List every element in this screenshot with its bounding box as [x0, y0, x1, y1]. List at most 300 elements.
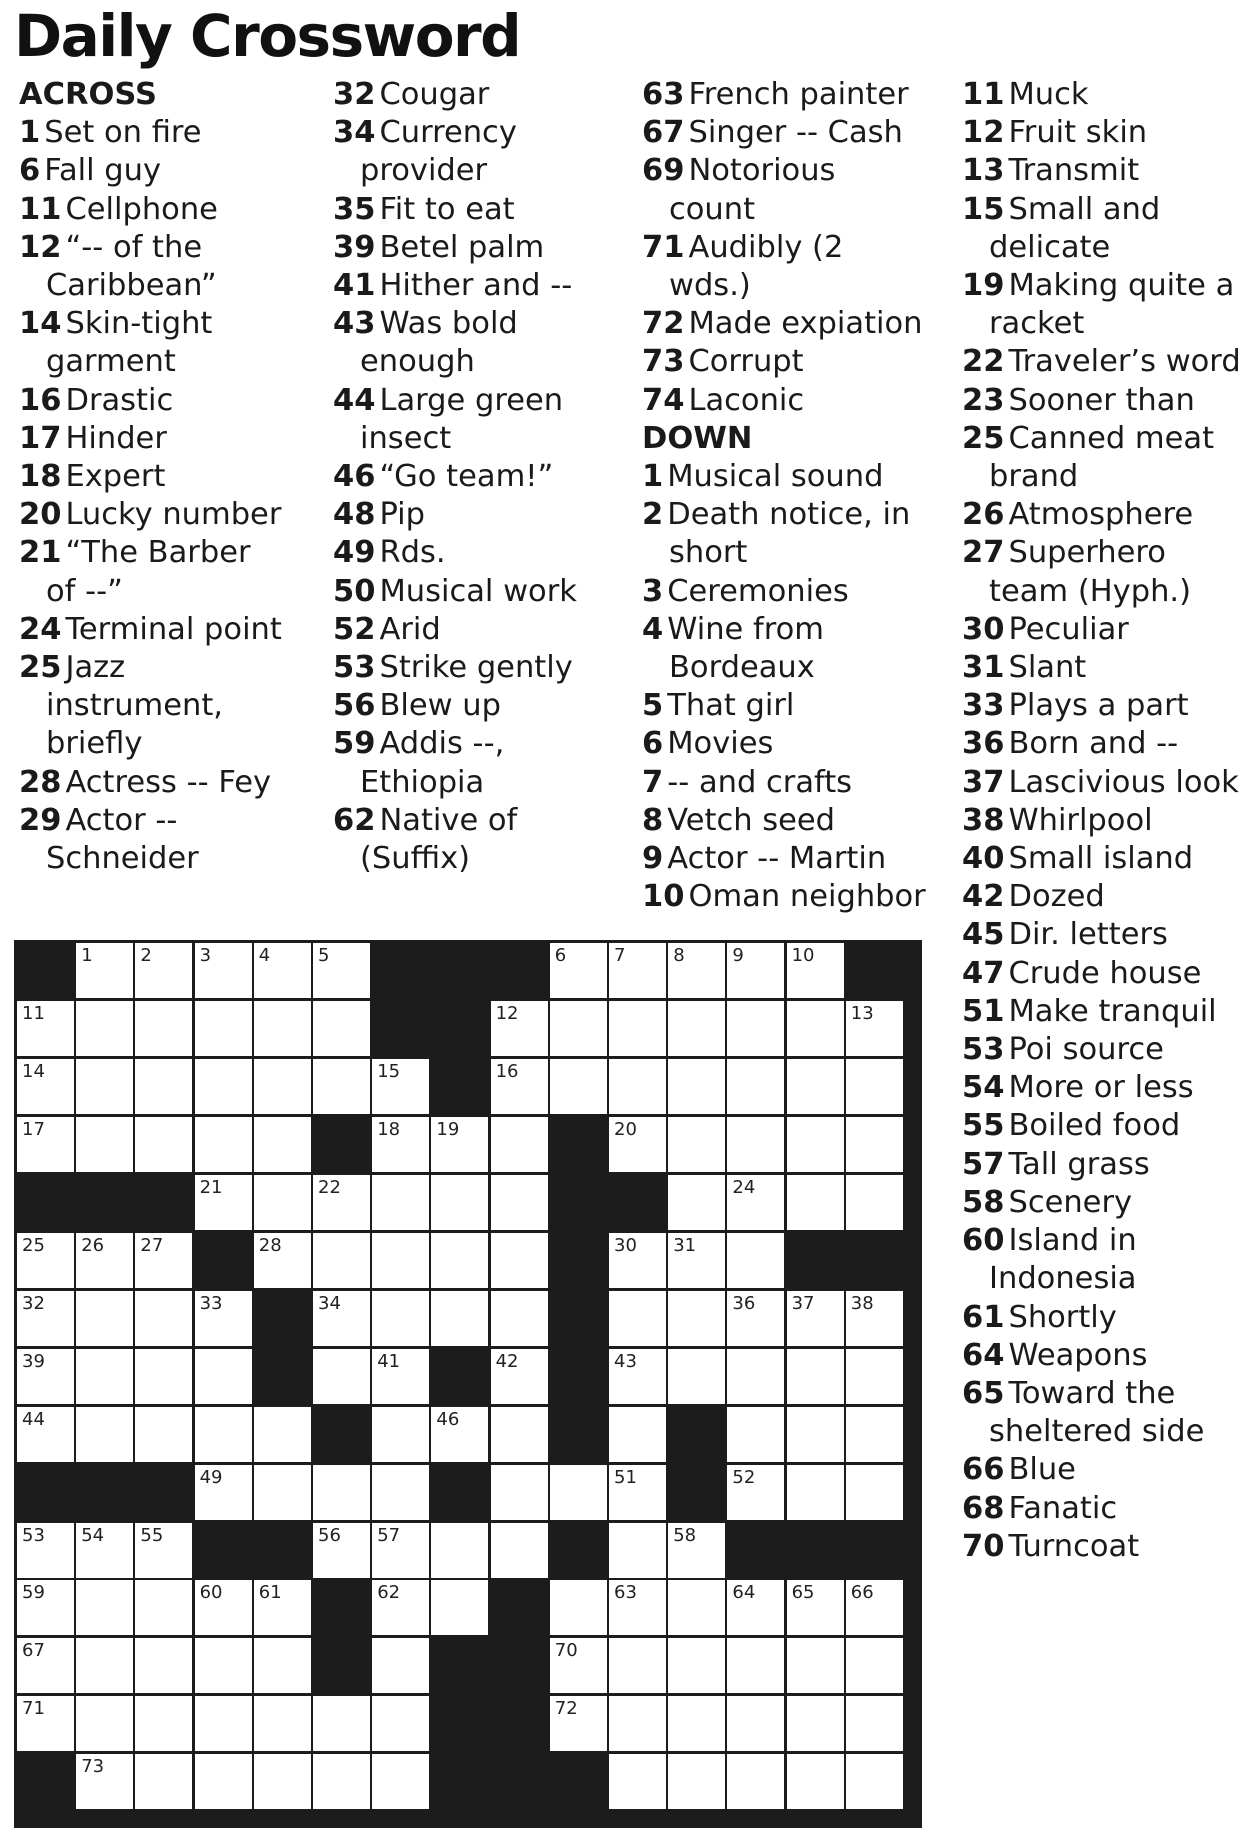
grid-cell[interactable] [17, 1407, 74, 1462]
grid-cell[interactable] [727, 1696, 784, 1751]
clue-item [962, 1107, 1244, 1145]
clue-number: 24 [19, 611, 62, 647]
cell-number: 32 [22, 1292, 45, 1314]
black-square [846, 1523, 903, 1578]
clue-number: 71 [642, 229, 685, 265]
grid-cell[interactable] [135, 943, 192, 998]
grid-cell[interactable] [491, 1465, 548, 1520]
grid-cell[interactable] [727, 943, 784, 998]
grid-cell[interactable] [609, 1233, 666, 1288]
clue-text: Scenery [1008, 1184, 1133, 1220]
grid-cell[interactable] [550, 1638, 607, 1693]
black-square [727, 1523, 784, 1578]
cell-number: 46 [436, 1408, 460, 1430]
grid-cell[interactable] [787, 943, 844, 998]
grid-cell[interactable] [491, 1291, 548, 1346]
grid-cell[interactable] [195, 1059, 252, 1114]
clue-text: Canned meat brand [989, 420, 1215, 495]
grid-cell[interactable] [372, 1059, 429, 1114]
grid-cell[interactable] [372, 1175, 429, 1230]
grid-cell[interactable] [372, 1754, 429, 1809]
grid-cell[interactable] [76, 1233, 133, 1288]
clue-item [642, 878, 927, 916]
grid-cell[interactable] [195, 1349, 252, 1404]
black-square [313, 1407, 370, 1462]
grid-cell[interactable] [135, 1638, 192, 1693]
clue-number: 49 [333, 535, 376, 571]
grid-cell[interactable] [668, 1754, 725, 1809]
clue-number: 68 [962, 1490, 1005, 1526]
cell-number: 36 [732, 1292, 756, 1314]
grid-cell[interactable] [195, 1001, 252, 1056]
grid-cell[interactable] [76, 1117, 133, 1172]
grid-cell[interactable] [195, 1117, 252, 1172]
black-square [491, 943, 548, 998]
clue-number: 8 [642, 802, 664, 838]
grid-cell[interactable] [76, 943, 133, 998]
cell-number: 8 [673, 945, 685, 966]
grid-cell[interactable] [609, 1407, 666, 1462]
clue-text: Superhero team (Hyph.) [989, 535, 1191, 609]
grid-cell[interactable] [846, 1349, 903, 1404]
clue-number: 12 [19, 229, 62, 265]
grid-cell[interactable] [787, 1754, 844, 1809]
clue-text: Traveler’s word [1008, 344, 1241, 380]
grid-cell[interactable] [76, 1754, 133, 1809]
grid-cell[interactable] [727, 1754, 784, 1809]
grid-cell[interactable] [609, 1465, 666, 1520]
grid-cell[interactable] [17, 1291, 74, 1346]
clue-number: 66 [962, 1452, 1005, 1488]
grid-cell[interactable] [195, 1465, 252, 1520]
black-square [431, 1001, 488, 1056]
clue-item [19, 458, 289, 496]
black-square [550, 1754, 607, 1809]
black-square [550, 1175, 607, 1230]
black-square [254, 1523, 311, 1578]
clue-item [333, 191, 603, 229]
clue-text: Actor -- Martin [667, 841, 887, 877]
grid-cell[interactable] [76, 1291, 133, 1346]
clue-text: Made expiation [688, 306, 923, 342]
grid-cell[interactable] [372, 1407, 429, 1462]
grid-cell[interactable] [195, 1175, 252, 1230]
cell-number: 28 [258, 1234, 282, 1256]
grid-cell[interactable] [787, 1001, 844, 1056]
grid-cell[interactable] [727, 1580, 784, 1635]
grid-cell[interactable] [668, 1291, 725, 1346]
clue-text: Large green insect [360, 382, 564, 456]
grid-cell[interactable] [431, 1175, 488, 1230]
grid-cell[interactable] [668, 1059, 725, 1114]
grid-cell[interactable] [372, 1580, 429, 1635]
grid-cell[interactable] [17, 1696, 74, 1751]
clue-text: Wine from Bordeaux [667, 611, 824, 686]
grid-cell[interactable] [254, 1059, 311, 1114]
grid-cell[interactable] [668, 1523, 725, 1578]
clue-item [962, 840, 1244, 878]
grid-cell[interactable] [254, 1638, 311, 1693]
clue-number: 38 [962, 802, 1005, 838]
grid-cell[interactable] [195, 1696, 252, 1751]
grid-cell[interactable] [727, 1001, 784, 1056]
black-square [431, 1465, 488, 1520]
grid-cell[interactable] [846, 1580, 903, 1635]
grid-cell[interactable] [787, 1580, 844, 1635]
clue-item [642, 725, 927, 763]
grid-cell[interactable] [254, 1117, 311, 1172]
cell-number: 27 [140, 1234, 164, 1256]
grid-cell[interactable] [846, 1117, 903, 1172]
cell-number: 59 [22, 1582, 45, 1604]
grid-cell[interactable] [313, 1059, 370, 1114]
grid-cell[interactable] [254, 1233, 311, 1288]
cell-number: 17 [22, 1118, 45, 1140]
grid-cell[interactable] [76, 1001, 133, 1056]
grid-cell[interactable] [668, 943, 725, 998]
clue-number: 7 [642, 764, 664, 800]
grid-cell[interactable] [727, 1407, 784, 1462]
clue-number: 62 [333, 802, 376, 838]
cell-number: 20 [614, 1118, 637, 1140]
grid-cell[interactable] [76, 1407, 133, 1462]
grid-cell[interactable] [491, 1175, 548, 1230]
clue-text: Notorious count [669, 153, 836, 227]
grid-cell[interactable] [76, 1059, 133, 1114]
grid-cell[interactable] [313, 1349, 370, 1404]
grid-cell[interactable] [76, 1580, 133, 1635]
grid-cell[interactable] [135, 1754, 192, 1809]
grid-cell[interactable] [727, 1059, 784, 1114]
clue-item [962, 1451, 1244, 1489]
clue-number: 23 [962, 382, 1005, 418]
grid-cell[interactable] [846, 1059, 903, 1114]
black-square [491, 1696, 548, 1751]
clue-item [642, 305, 927, 343]
clue-column-4 [962, 76, 1244, 1566]
grid-cell[interactable] [76, 1349, 133, 1404]
grid-cell[interactable] [313, 1696, 370, 1751]
clue-text: Currency provider [360, 115, 517, 189]
clue-text: Muck [1008, 77, 1089, 112]
grid-cell[interactable] [787, 1059, 844, 1114]
cell-number: 54 [81, 1524, 105, 1546]
black-square [372, 1001, 429, 1056]
grid-cell[interactable] [135, 1523, 192, 1578]
grid-cell[interactable] [550, 1059, 607, 1114]
clue-item [642, 76, 927, 114]
grid-cell[interactable] [668, 1175, 725, 1230]
cell-number: 63 [614, 1582, 637, 1604]
grid-cell[interactable] [76, 1696, 133, 1751]
grid-cell[interactable] [431, 1233, 488, 1288]
clue-text: Lascivious look [1008, 764, 1239, 800]
grid-cell[interactable] [135, 1059, 192, 1114]
grid-cell[interactable] [431, 1117, 488, 1172]
clue-number: 53 [333, 650, 376, 686]
grid-cell[interactable] [668, 1580, 725, 1635]
grid-cell[interactable] [609, 1001, 666, 1056]
grid-cell[interactable] [313, 1465, 370, 1520]
grid-cell[interactable] [609, 1638, 666, 1693]
grid-cell[interactable] [550, 943, 607, 998]
grid-cell[interactable] [254, 1696, 311, 1751]
grid-cell[interactable] [727, 1291, 784, 1346]
clue-item [19, 152, 289, 190]
grid-cell[interactable] [76, 1638, 133, 1693]
grid-cell[interactable] [846, 1696, 903, 1751]
grid-cell[interactable] [372, 1349, 429, 1404]
cell-number: 11 [22, 1002, 45, 1024]
clue-number: 14 [19, 306, 62, 342]
grid-cell[interactable] [254, 1465, 311, 1520]
grid-cell[interactable] [195, 1291, 252, 1346]
clue-item [333, 534, 603, 572]
grid-cell[interactable] [195, 943, 252, 998]
grid-cell[interactable] [491, 1001, 548, 1056]
grid-cell[interactable] [668, 1349, 725, 1404]
clue-number: 51 [962, 993, 1005, 1029]
grid-cell[interactable] [787, 1407, 844, 1462]
grid-cell[interactable] [17, 1001, 74, 1056]
grid-cell[interactable] [254, 1580, 311, 1635]
grid-cell[interactable] [195, 1754, 252, 1809]
grid-cell[interactable] [17, 1580, 74, 1635]
clue-number: 73 [642, 344, 685, 380]
grid-cell[interactable] [431, 1523, 488, 1578]
grid-cell[interactable] [254, 1407, 311, 1462]
grid-cell[interactable] [195, 1638, 252, 1693]
grid-cell[interactable] [609, 1696, 666, 1751]
clue-item [333, 496, 603, 534]
grid-cell[interactable] [609, 1059, 666, 1114]
black-square [135, 1465, 192, 1520]
grid-cell[interactable] [846, 1754, 903, 1809]
clue-item [642, 114, 927, 152]
black-square [787, 1523, 844, 1578]
down-heading: DOWN [642, 420, 753, 456]
grid-cell[interactable] [135, 1580, 192, 1635]
grid-cell[interactable] [727, 1175, 784, 1230]
grid-cell[interactable] [431, 1580, 488, 1635]
clue-text: Addis --, Ethiopia [360, 726, 505, 800]
grid-cell[interactable] [668, 1001, 725, 1056]
cell-number: 25 [22, 1234, 45, 1256]
grid-cell[interactable] [195, 1407, 252, 1462]
grid-cell[interactable] [609, 943, 666, 998]
clue-item [962, 687, 1244, 725]
grid-cell[interactable] [846, 1175, 903, 1230]
cell-number: 4 [258, 945, 271, 966]
grid-cell[interactable] [787, 1638, 844, 1693]
grid-cell[interactable] [313, 1175, 370, 1230]
grid-cell[interactable] [372, 1523, 429, 1578]
cell-number: 49 [199, 1466, 223, 1488]
grid-cell[interactable] [254, 1175, 311, 1230]
grid-cell[interactable] [17, 1059, 74, 1114]
grid-cell[interactable] [787, 1175, 844, 1230]
grid-cell[interactable] [550, 1001, 607, 1056]
clue-number: 16 [19, 382, 62, 418]
grid-cell[interactable] [313, 1291, 370, 1346]
grid-cell[interactable] [846, 1001, 903, 1056]
grid-cell[interactable] [609, 1754, 666, 1809]
clue-number: 12 [962, 115, 1005, 151]
grid-cell[interactable] [254, 943, 311, 998]
grid-cell[interactable] [372, 1291, 429, 1346]
grid-cell[interactable] [135, 1291, 192, 1346]
clue-text: -- and crafts [667, 764, 853, 800]
cell-number: 16 [495, 1060, 519, 1082]
clue-item [962, 1031, 1244, 1069]
clue-item [642, 458, 927, 496]
cell-number: 39 [22, 1350, 45, 1372]
cell-number: 51 [614, 1466, 637, 1488]
grid-cell[interactable] [135, 1117, 192, 1172]
grid-cell[interactable] [313, 1523, 370, 1578]
cell-number: 18 [377, 1118, 401, 1140]
grid-cell[interactable] [846, 1465, 903, 1520]
clue-text: Actress -- Fey [65, 764, 272, 800]
clue-item [962, 191, 1244, 267]
grid-cell[interactable] [135, 1696, 192, 1751]
clue-item [333, 114, 603, 190]
grid-cell[interactable] [491, 1349, 548, 1404]
grid-cell[interactable] [313, 943, 370, 998]
grid-cell[interactable] [550, 1465, 607, 1520]
clue-item [333, 458, 603, 496]
grid-cell[interactable] [135, 1233, 192, 1288]
grid-cell[interactable] [372, 1696, 429, 1751]
clue-text: Cougar [379, 77, 490, 112]
grid-cell[interactable] [787, 1696, 844, 1751]
grid-cell[interactable] [17, 1233, 74, 1288]
grid-cell[interactable] [668, 1117, 725, 1172]
cell-number: 56 [318, 1524, 341, 1546]
clue-text: Make tranquil [1008, 993, 1217, 1029]
grid-cell[interactable] [609, 1523, 666, 1578]
grid-cell[interactable] [17, 1349, 74, 1404]
grid-cell[interactable] [609, 1291, 666, 1346]
clue-text: “-- of the Caribbean” [46, 229, 217, 304]
grid-cell[interactable] [491, 1233, 548, 1288]
grid-cell[interactable] [17, 1638, 74, 1693]
grid-cell[interactable] [727, 1117, 784, 1172]
grid-cell[interactable] [668, 1233, 725, 1288]
grid-cell[interactable] [846, 1291, 903, 1346]
grid-cell[interactable] [313, 1233, 370, 1288]
grid-cell[interactable] [17, 1523, 74, 1578]
grid-cell[interactable] [668, 1638, 725, 1693]
clue-number: 63 [642, 77, 685, 112]
grid-cell[interactable] [254, 1754, 311, 1809]
grid-cell[interactable] [668, 1696, 725, 1751]
grid-cell[interactable] [727, 1349, 784, 1404]
cell-number: 44 [22, 1408, 45, 1430]
clue-item [333, 573, 603, 611]
clue-text: Arid [379, 611, 441, 647]
clue-item [642, 840, 927, 878]
grid-cell[interactable] [135, 1001, 192, 1056]
clue-text: Hither and -- [379, 268, 573, 304]
grid-cell[interactable] [846, 1407, 903, 1462]
grid-cell[interactable] [727, 1465, 784, 1520]
clue-text: Small island [1008, 841, 1194, 877]
clue-text: Lucky number [65, 497, 282, 533]
grid-cell[interactable] [550, 1580, 607, 1635]
grid-cell[interactable] [787, 1465, 844, 1520]
grid-cell[interactable] [431, 1291, 488, 1346]
clue-item [962, 1184, 1244, 1222]
grid-cell[interactable] [372, 1233, 429, 1288]
grid-cell[interactable] [372, 1465, 429, 1520]
clue-text: Blue [1008, 1452, 1076, 1488]
black-square [195, 1233, 252, 1288]
grid-cell[interactable] [372, 1638, 429, 1693]
clue-text: Strike gently [379, 650, 573, 686]
clue-text: Musical sound [667, 459, 884, 495]
grid-cell[interactable] [491, 1117, 548, 1172]
grid-cell[interactable] [17, 1117, 74, 1172]
grid-cell[interactable] [609, 1349, 666, 1404]
clue-text: Fruit skin [1008, 115, 1148, 151]
grid-cell[interactable] [313, 1001, 370, 1056]
grid-cell[interactable] [76, 1523, 133, 1578]
grid-cell[interactable] [195, 1580, 252, 1635]
grid-cell[interactable] [609, 1117, 666, 1172]
grid-cell[interactable] [135, 1407, 192, 1462]
black-square [431, 1349, 488, 1404]
grid-cell[interactable] [787, 1117, 844, 1172]
grid-cell[interactable] [846, 1638, 903, 1693]
grid-cell[interactable] [727, 1233, 784, 1288]
clue-text: Terminal point [65, 611, 282, 647]
grid-cell[interactable] [787, 1291, 844, 1346]
cell-number: 62 [377, 1582, 401, 1604]
grid-cell[interactable] [254, 1001, 311, 1056]
grid-cell[interactable] [550, 1696, 607, 1751]
grid-cell[interactable] [609, 1580, 666, 1635]
clue-text: Hinder [65, 420, 167, 456]
grid-cell[interactable] [313, 1754, 370, 1809]
clue-item [19, 496, 289, 534]
clue-number: 37 [962, 764, 1005, 800]
grid-cell[interactable] [491, 1059, 548, 1114]
grid-cell[interactable] [491, 1523, 548, 1578]
grid-cell[interactable] [787, 1349, 844, 1404]
cell-number: 24 [732, 1176, 756, 1198]
clue-number: 36 [962, 726, 1005, 762]
clue-item [19, 649, 289, 764]
clue-number: 6 [19, 153, 41, 189]
grid-cell[interactable] [727, 1638, 784, 1693]
cell-number: 72 [554, 1698, 578, 1720]
clue-item [19, 305, 289, 381]
grid-cell[interactable] [135, 1349, 192, 1404]
clue-item [962, 420, 1244, 496]
clue-text: Drastic [65, 382, 174, 418]
grid-cell[interactable] [372, 1117, 429, 1172]
clue-text: Rds. [379, 535, 446, 571]
black-square [550, 1291, 607, 1346]
clue-text: Plays a part [1008, 688, 1189, 724]
clue-number: 48 [333, 497, 376, 533]
clue-column-2 [333, 76, 603, 878]
clue-number: 44 [333, 382, 376, 418]
grid-cell[interactable] [431, 1407, 488, 1462]
grid-cell[interactable] [491, 1407, 548, 1462]
clue-number: 60 [962, 1223, 1005, 1259]
